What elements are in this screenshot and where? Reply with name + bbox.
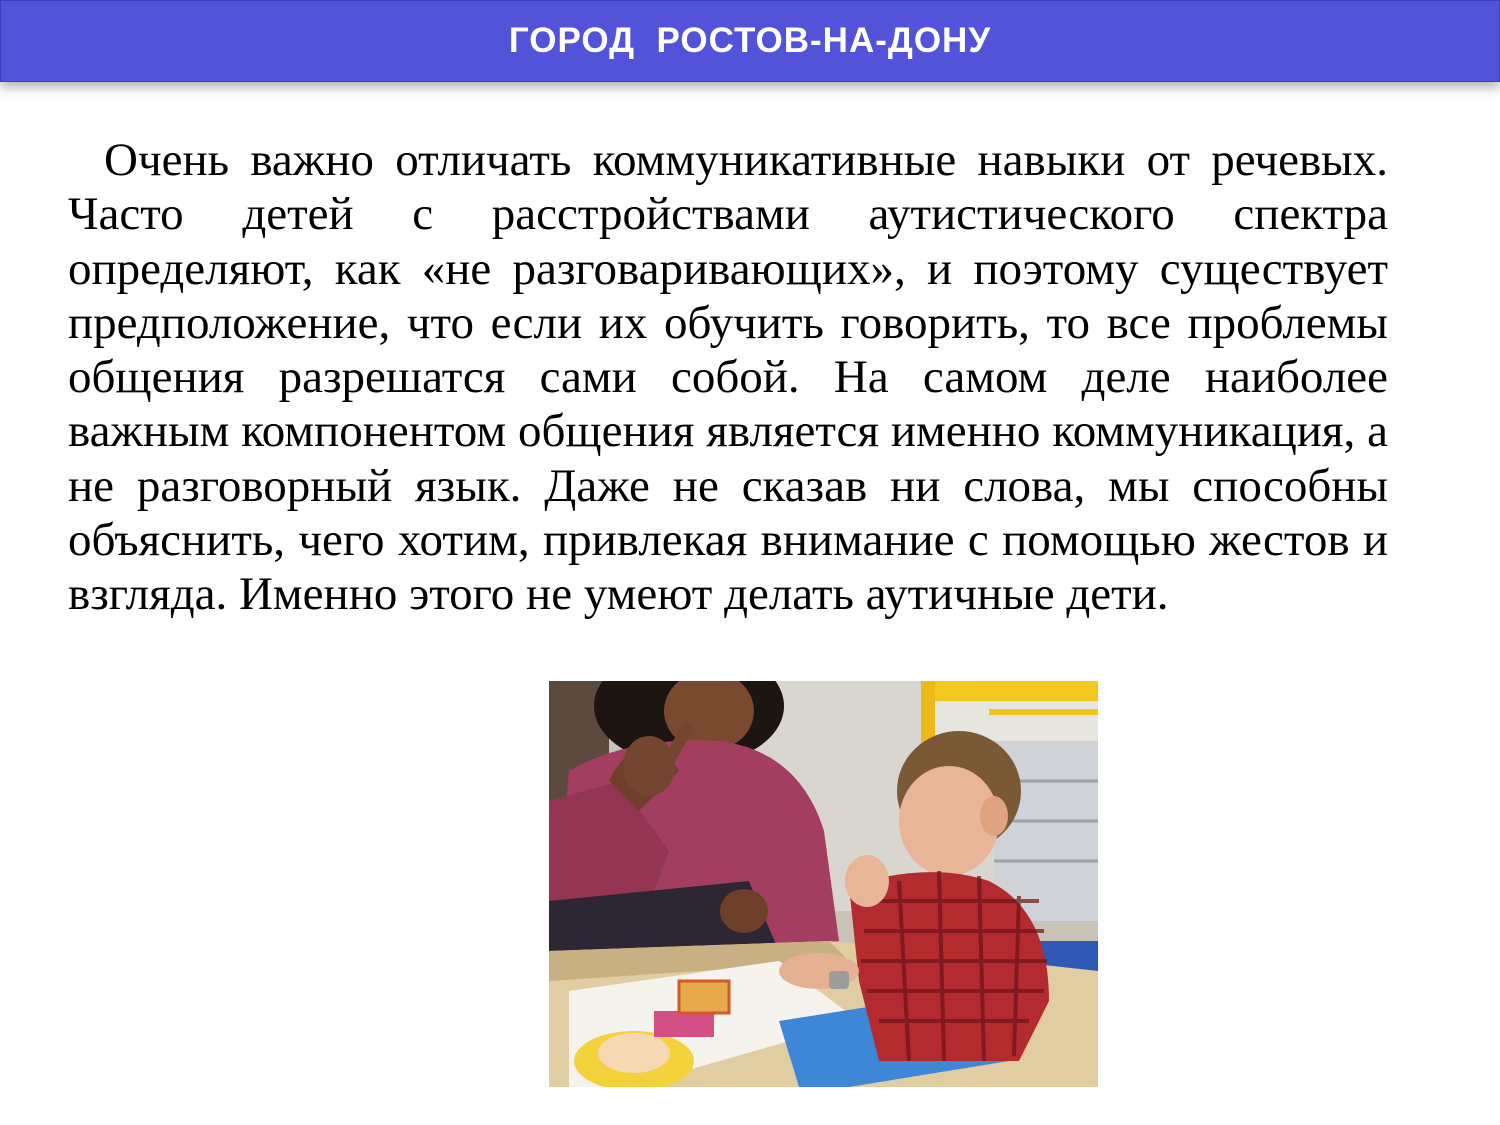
slide-title: ГОРОД РОСТОВ-НА-ДОНУ (508, 21, 992, 60)
body-paragraph: Очень важно отличать коммуникативные навыки от речевых. Часто детей с расстройствами аутистического спектра определяют, как «не разговаривающих», и поэтому существует предположение, что если их обучить говорить, то все проблемы общения разрешатся сами собой. На самом деле наиболее важным компонентом общения является именно коммуникация, а не разговорный язык. Даже не сказав ни слова, мы способны объяснить, чего хотим, привлекая внимание с помощью жестов и взгляда. Именно этого не умеют делать аутичные дети. (68, 134, 1388, 621)
classroom-photo (549, 681, 1098, 1087)
